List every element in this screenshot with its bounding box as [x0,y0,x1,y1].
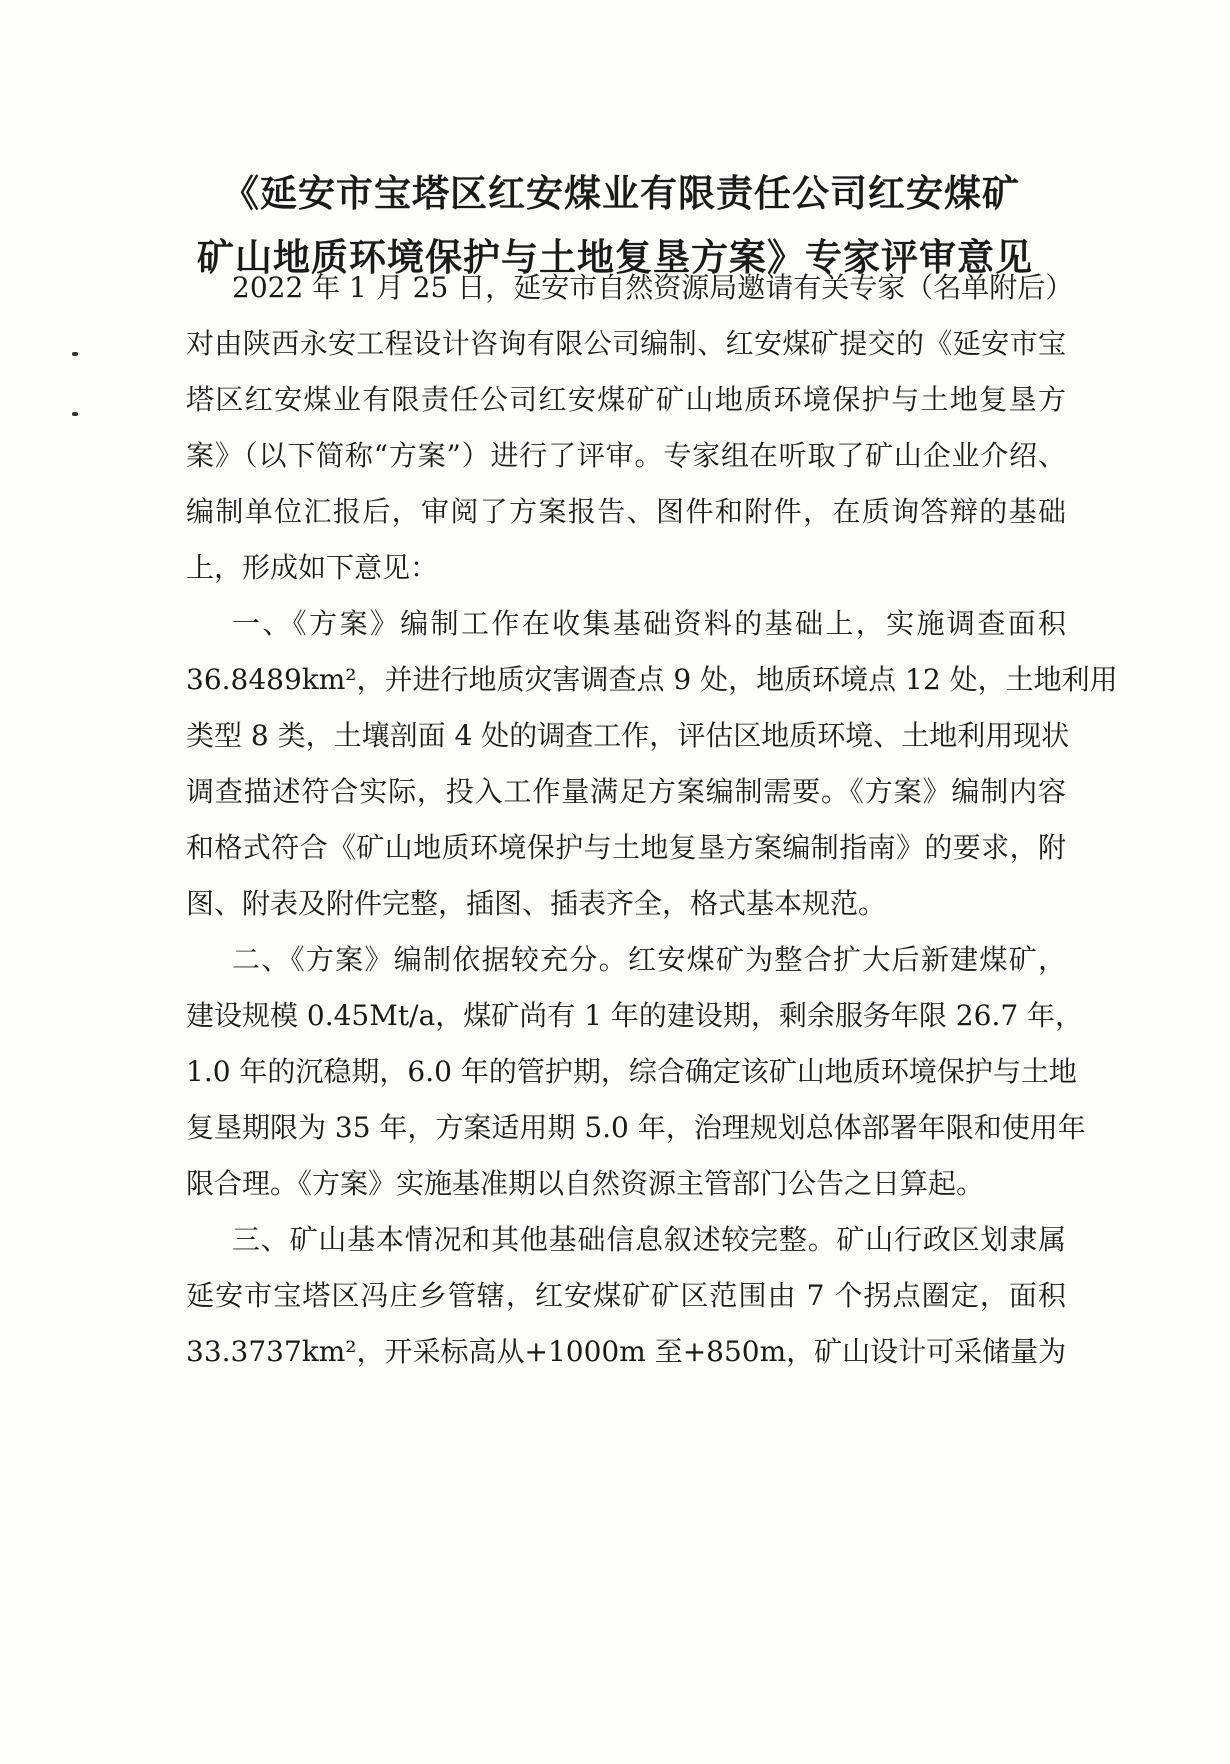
paragraph-line: 三、矿山基本情况和其他基础信息叙述较完整。矿山行政区划隶属 [232,1223,1066,1256]
scan-mark [72,352,78,356]
paragraph-line: 编制单位汇报后，审阅了方案报告、图件和附件，在质询答辩的基础 [186,495,1066,528]
paragraph-line: 二、《方案》编制依据较充分。红安煤矿为整合扩大后新建煤矿， [232,943,1066,976]
paragraph-line: 限合理。《方案》实施基准期以自然资源主管部门公告之日算起。 [186,1167,985,1200]
paragraph-line: 一、《方案》编制工作在收集基础资料的基础上，实施调查面积 [232,607,1066,640]
paragraph-line: 33.3737km²，开采标高从+1000m 至+850m，矿山设计可采储量为 [186,1335,1067,1368]
paragraph-line: 塔区红安煤业有限责任公司红安煤矿矿山地质环境保护与土地复垦方 [186,383,1066,416]
paragraph-line: 和格式符合《矿山地质环境保护与土地复垦方案编制指南》的要求，附 [186,831,1066,864]
paragraph-line: 36.8489km²，并进行地质灾害调查点 9 处，地质环境点 12 处，土地利用 [186,663,1118,696]
paragraph-line: 延安市宝塔区冯庄乡管辖，红安煤矿矿区范围由 7 个拐点圈定，面积 [186,1279,1066,1312]
scan-mark [72,412,78,416]
paragraph-line: 2022 年 1 月 25 日，延安市自然资源局邀请有关专家（名单附后） [232,271,1074,304]
document-title-line-1: 《延安市宝塔区红安煤业有限责任公司红安煤矿 [222,171,1020,215]
paragraph-line: 图、附表及附件完整，插图、插表齐全，格式基本规范。 [186,887,887,920]
paragraph-line: 调查描述符合实际，投入工作量满足方案编制需要。《方案》编制内容 [186,775,1066,808]
paragraph-line: 对由陕西永安工程设计咨询有限公司编制、红安煤矿提交的《延安市宝 [186,327,1066,360]
paragraph-line: 类型 8 类，土壤剖面 4 处的调查工作，评估区地质环境、土地利用现状 [186,719,1070,752]
paragraph-line: 复垦期限为 35 年，方案适用期 5.0 年，治理规划总体部署年限和使用年 [186,1111,1086,1144]
paragraph-line: 案》（以下简称“方案”）进行了评审。专家组在听取了矿山企业介绍、 [186,439,1066,472]
paragraph-line: 1.0 年的沉稳期，6.0 年的管护期，综合确定该矿山地质环境保护与土地 [186,1055,1077,1088]
document-title-line-2: 矿山地质环境保护与土地复垦方案》专家评审意见 [197,235,1033,279]
paragraph-line: 建设规模 0.45Mt/a，煤矿尚有 1 年的建设期，剩余服务年限 26.7 年， [186,999,1084,1032]
paragraph-line: 上，形成如下意见： [186,551,439,584]
